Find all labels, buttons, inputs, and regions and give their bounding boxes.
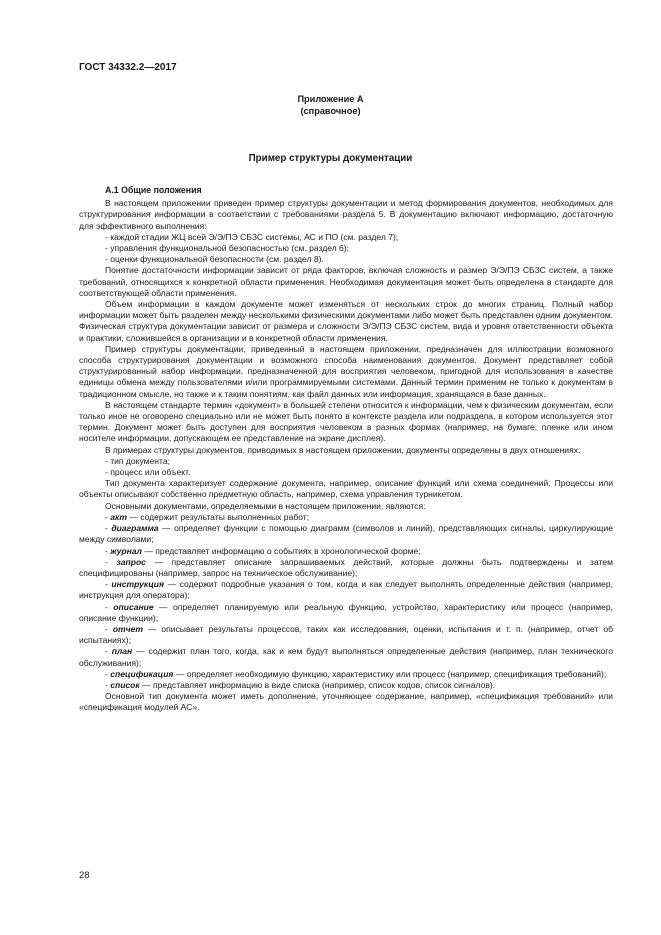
body-text [79,185,613,714]
document-type-desc: — представляет информацию о событиях в хронологической форме; [141,545,421,556]
paragraph: В настоящем стандарте термин «документ» в большей степени относится к информации, чем к физическим документам, если только иное не оговорено специально или не может быть понято в контексте раздела или подраздела, в котором используется этот термин. Документ может быть доступен для восприятия человеком в разных формах (например, на бумаге, пленке или ином носителе информации, допускающем ее представление на экране дисплея). [79,399,613,444]
document-type-item [79,546,613,557]
annex-heading [0,93,661,117]
paragraph: Пример структуры документации, приведенный в настоящем приложении, предназначен для иллюстрации возможного способа структурирования документации и возможного способа наименования документов. Документ представляет собой структурированный набор информации, предназначенной для восприятия человеком, пригодной для использования в качестве единицы обмена между пользователями и/или программируемыми системами. Данный термин применим не только к документам в традиционном смысле, но также и к таким понятиям, как файл данных или информация, хранящаяся в базе данных. [79,343,613,399]
document-type-desc: — определяет необходимую функцию, характеристику или процесс (например, спецификация требований); [173,668,607,679]
annex-subtitle: (справочное) [300,106,361,116]
document-type-item [79,523,613,545]
document-type-item [79,624,613,646]
paragraph: Тип документа характеризует содержание документа, например, описание функций или схема соединений. Процессы или объекты описывают собственно предметную область, например, схема управления турникетом. [79,478,613,500]
document-type-term: журнал [110,545,142,556]
paragraph: В настоящем приложении приведен пример структуры документации и метод формирования документов, необходимых для структурирования информации в соответствии с требованиями раздела 5. В документацию включают информацию, достаточную для эффективного выполнения: [79,198,613,231]
paragraph: В примерах структуры документов, приводимых в настоящем приложении, документы определены в двух отношениях: [105,444,581,455]
document-type-desc: — содержит результаты выполненных работ; [126,511,310,522]
document-type-desc: — описывает результаты процессов, таких как исследования, оценки, испытания и т. п. (например, отчет об испытаниях); [79,623,613,646]
document-type-desc: — представляет описание запрашиваемых действий, которые должны быть подтверждены и затем специфицированы (например, запрос на техническое обслуживание); [79,556,613,578]
list-item: - каждой стадии ЖЦ всей Э/Э/ПЭ СБЗС системы, АС и ПО (см. раздел 7); [79,232,613,243]
document-type-desc: — представляет информацию в виде списка (например, список кодов, список сигналов). [139,679,496,690]
document-type-desc: — определяет функции с помощью диаграмм (символов и линий), представляющих сигналы, циркулирующие между символами; [79,523,613,545]
paragraph: Объем информации в каждом документе может изменяться от нескольких строк до многих страниц. Полный набор информации может быть разделен между несколькими физическими документами либо может быть представлен одним документом. Физическая структура документации зависит от размера и сложности Э/Э/ПЭ СБЗС систем, вида и уровня ответственности объекта и практики, сложившейся в организации и в конкретной области применения. [79,299,613,343]
paragraph: Основной тип документа может иметь дополнение, уточняющее содержание, например, «спецификация требований» или «спецификация модулей АС». [79,691,613,713]
list-item: - оценки функциональной безопасности (см. раздел 8). [79,254,613,265]
document-type-list [79,512,613,691]
paragraph: Основными документами, определяемыми в настоящем приложении, являются: [105,500,426,511]
paragraph: Понятие достаточности информации зависит от ряда факторов, включая сложность и размер Э/Э/ПЭ СБЗС систем, а также требований, относящихся к конкретной области применения. Необходимая документация может быть определена в стандарте для соответствующей области применения. [79,265,613,298]
document-type-term: план [111,646,133,657]
document-type-term: описание [113,601,154,612]
document-type-item [79,646,613,668]
document-type-item [79,557,613,579]
document-type-term: акт [110,511,127,522]
document-type-desc: — определяет планируемую или реальную функцию, устройство, характеристику или процесс (например, описание функции); [79,601,613,623]
section-heading: А.1 Общие положения [105,185,202,195]
document-type-item [79,680,613,691]
list-item: - тип документа; [79,456,613,467]
document-type-desc: — содержит план того, когда, как и кем будут выполняться определенные действия (например, план технического обслуживания); [79,646,613,668]
document-type-term: отчет [112,623,143,634]
page-number: 28 [79,870,90,881]
document-type-term: инструкция [111,579,165,590]
document-type-item [79,602,613,624]
annex-title: Приложение А [297,94,364,104]
document-type-item [79,579,613,601]
document-type-item [79,512,613,523]
document-type-term: спецификация [110,668,174,679]
document-type-term: список [110,679,140,690]
list-item: - управления функциональной безопасностью (см. раздел 6); [79,243,613,254]
document-type-item [79,669,613,680]
list-item: - процесс или объект. [79,467,613,478]
document-type-desc: — содержит подробные указания о том, когда и как следует выполнять определенные действия (например, инструкция для оператора); [79,579,613,601]
aspect-list [79,456,613,478]
page-title: Пример структуры документации [248,153,413,164]
document-type-term: запрос [116,556,146,567]
stage-list [79,232,613,266]
document-code: ГОСТ 34332.2—2017 [79,62,177,73]
document-type-term: диаграмма [111,523,159,534]
